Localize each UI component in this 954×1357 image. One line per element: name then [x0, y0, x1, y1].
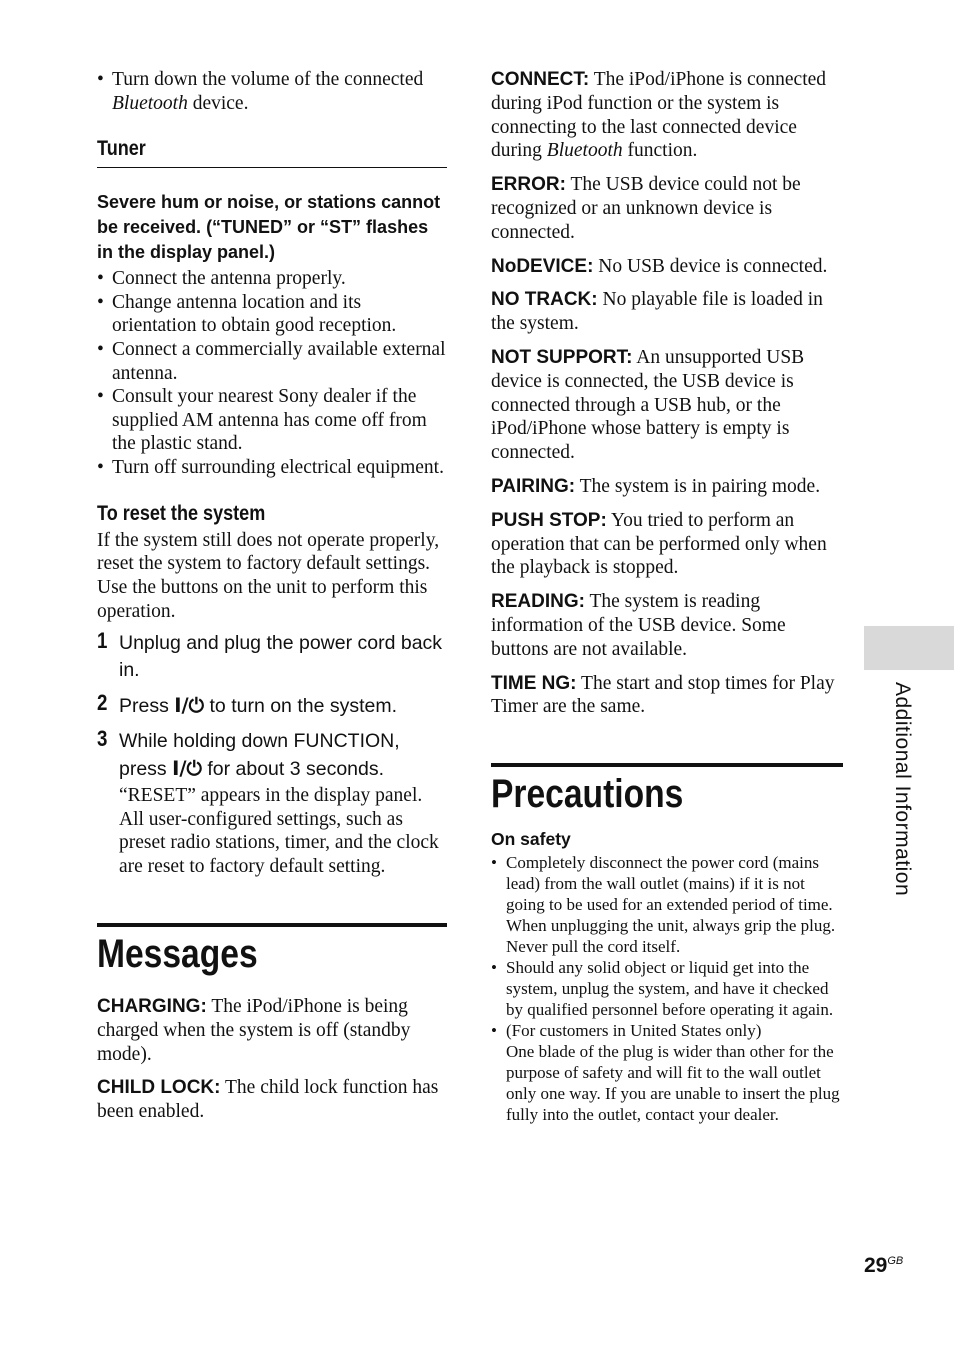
step-text: While holding down FUNCTION, press I/⏻ for about 3 seconds.	[119, 729, 400, 780]
step-2	[97, 689, 447, 720]
tuner-section-heading	[97, 137, 447, 168]
safety-bullets	[491, 852, 843, 1125]
tuner-bullets	[97, 267, 447, 479]
list-item: • Turn down the volume of the connected Bluetooth device.	[97, 68, 447, 115]
reset-paragraph-2: Use the buttons on the unit to perform this operation.	[97, 577, 428, 622]
left-column	[97, 68, 447, 1124]
on-safety-heading: On safety	[491, 829, 571, 850]
message-term: NOT SUPPORT:	[491, 346, 633, 368]
tuner-question: Severe hum or noise, or stations cannot be received. (“TUNED” or “ST” flashes in the display panel.)	[97, 192, 441, 263]
step-number: 3	[97, 725, 108, 751]
message-term: ERROR:	[491, 174, 566, 196]
list-item: • Turn off surrounding electrical equipment.	[97, 456, 447, 480]
message-term: NoDEVICE:	[491, 255, 594, 277]
messages-rule	[97, 923, 447, 927]
step-1	[97, 627, 447, 684]
reset-heading: To reset the system	[97, 501, 266, 525]
message-term: TIME NG:	[491, 672, 577, 694]
list-item: • (For customers in United States only) One blade of the plug is wider than other for the purpose of safety and will fit to the wall outlet only one way. If you are unable to insert the plug fully into the outlet, contact your dealer.	[491, 1020, 843, 1125]
right-column	[491, 68, 843, 1125]
power-icon: I/⏻	[172, 756, 202, 780]
message-term: READING:	[491, 591, 585, 613]
message-term: CHARGING:	[97, 995, 207, 1017]
message-connect: CONNECT: The iPod/iPhone is connected during iPod function or the system is connecting to the last connected device during Bluetooth function.	[491, 69, 827, 162]
list-item: • Should any solid object or liquid get into the system, unplug the system, and have it checked by qualified personnel before operating it again.	[491, 957, 843, 1020]
message-push-stop: PUSH STOP: You tried to perform an operation that can be performed only when the playback is stopped.	[491, 509, 827, 579]
step-3	[97, 725, 447, 879]
step-text: Unplug and plug the power cord back in.	[119, 631, 443, 681]
step-note: “RESET” appears in the display panel. All user-configured settings, such as preset radio stations, timer, and the clock are reset to factory default setting.	[119, 784, 439, 878]
message-not-support: NOT SUPPORT: An unsupported USB device is connected, the USB device is connected through a USB hub, or the iPod/iPhone whose battery is empty is connected.	[491, 346, 805, 464]
page-suffix: GB	[887, 1255, 904, 1267]
section-tab	[864, 626, 954, 670]
message-reading: READING: The system is reading information of the USB device. Some buttons are not available.	[491, 591, 786, 660]
message-error: ERROR: The USB device could not be recognized or an unknown device is connected.	[491, 174, 801, 243]
list-item: • Connect the antenna properly.	[97, 267, 447, 291]
message-pairing: PAIRING: The system is in pairing mode.	[491, 475, 821, 497]
page-number: $29^{GB}$	[864, 1254, 904, 1277]
message-no-track: NO TRACK: No playable file is loaded in the system.	[491, 289, 823, 335]
section-tab-label: Additional Information	[891, 682, 914, 897]
message-child-lock: CHILD LOCK: The child lock function has been enabled.	[97, 1077, 439, 1123]
message-nodevice: NoDEVICE: No USB device is connected.	[491, 255, 828, 277]
messages-title: Messages	[97, 931, 258, 976]
precautions-rule	[491, 763, 843, 767]
step-number: 1	[97, 627, 108, 653]
list-item: • Connect a commercially available external antenna.	[97, 338, 447, 385]
power-icon: I/⏻	[174, 693, 205, 717]
message-term: CONNECT:	[491, 69, 590, 90]
message-term: PAIRING:	[491, 475, 576, 497]
message-term: PUSH STOP:	[491, 509, 607, 531]
message-term: NO TRACK:	[491, 289, 598, 311]
list-item: • Consult your nearest Sony dealer if the supplied AM antenna has come off from the plastic stand.	[97, 385, 447, 456]
message-time-ng: TIME NG: The start and stop times for Play Timer are the same.	[491, 672, 835, 718]
intro-bullets	[97, 68, 447, 115]
step-number: 2	[97, 689, 108, 715]
precautions-title: Precautions	[491, 772, 684, 817]
message-charging: CHARGING: The iPod/iPhone is being charged when the system is off (standby mode).	[97, 995, 411, 1065]
step-text: Press I/⏻ to turn on the system.	[119, 693, 398, 717]
reset-paragraph: If the system still does not operate properly, reset the system to factory default settings.	[97, 529, 440, 575]
list-item: • Change antenna location and its orientation to obtain good reception.	[97, 291, 447, 338]
message-term: CHILD LOCK:	[97, 1077, 221, 1099]
list-item: • Completely disconnect the power cord (mains lead) from the wall outlet (mains) if it is not going to be used for an extended period of time. When unplugging the unit, always grip the plug. Never pull the cord itself.	[491, 852, 843, 957]
tuner-heading: Tuner	[97, 137, 146, 161]
